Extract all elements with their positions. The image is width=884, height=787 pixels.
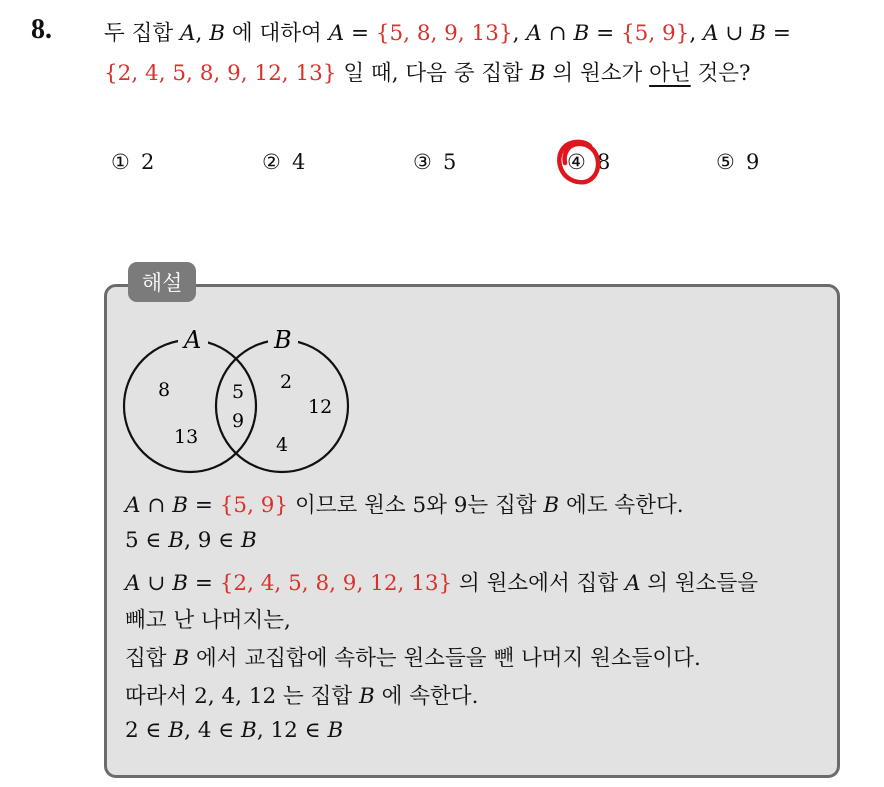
solution-line-5: 집합 B 에서 교집합에 속하는 원소들을 뺀 나머지 원소들이다. (125, 646, 701, 671)
venn-diagram (120, 320, 370, 480)
venn-label-a: A (184, 326, 202, 354)
venn-label-b: B (274, 326, 292, 354)
solution-line-4: 빼고 난 나머지는, (125, 608, 291, 633)
venn-value: 4 (276, 434, 289, 456)
venn-value: 12 (308, 396, 333, 418)
venn-value: 13 (174, 426, 199, 448)
answer-circle-mark-icon (554, 136, 604, 188)
choice-5[interactable]: ⑤ 9 (716, 150, 760, 174)
question-text-line-1: 두 집합 A, B 에 대하여 A = {5, 8, 9, 13}, A ∩ B = {5, 9}, A ∪ B = (104, 21, 791, 46)
question-number: 8. (31, 14, 52, 45)
venn-value: 9 (232, 410, 245, 432)
solution-line-7: 2 ∈ B, 4 ∈ B, 12 ∈ B (125, 718, 344, 743)
choice-1[interactable]: ① 2 (111, 150, 155, 174)
solution-line-6: 따라서 2, 4, 12 는 집합 B 에 속한다. (125, 684, 479, 709)
solution-line-1: A ∩ B = {5, 9} 이므로 원소 5와 9는 집합 B 에도 속한다. (125, 493, 684, 518)
solution-line-2: 5 ∈ B, 9 ∈ B (125, 528, 257, 553)
solution-line-3: A ∪ B = {2, 4, 5, 8, 9, 12, 13} 의 원소에서 집합 A 의 원소들을 (125, 571, 758, 596)
venn-value: 8 (158, 379, 171, 401)
intersection-set: {5, 9} (620, 21, 690, 46)
venn-value: 2 (280, 371, 293, 393)
choice-3[interactable]: ③ 5 (413, 150, 457, 174)
solution-tag: 해설 (128, 262, 196, 302)
set-a-braces: {5, 8, 9, 13} (375, 21, 513, 46)
venn-value: 5 (232, 381, 245, 403)
question-text-line-2: {2, 4, 5, 8, 9, 12, 13} 일 때, 다음 중 집합 B 의 원소가 아닌 것은? (104, 61, 751, 86)
union-set: {2, 4, 5, 8, 9, 12, 13} (104, 61, 337, 86)
choice-4[interactable]: ④ 8 (567, 150, 611, 174)
underlined-word: 아닌 (649, 61, 691, 86)
choice-2[interactable]: ② 4 (262, 150, 306, 174)
